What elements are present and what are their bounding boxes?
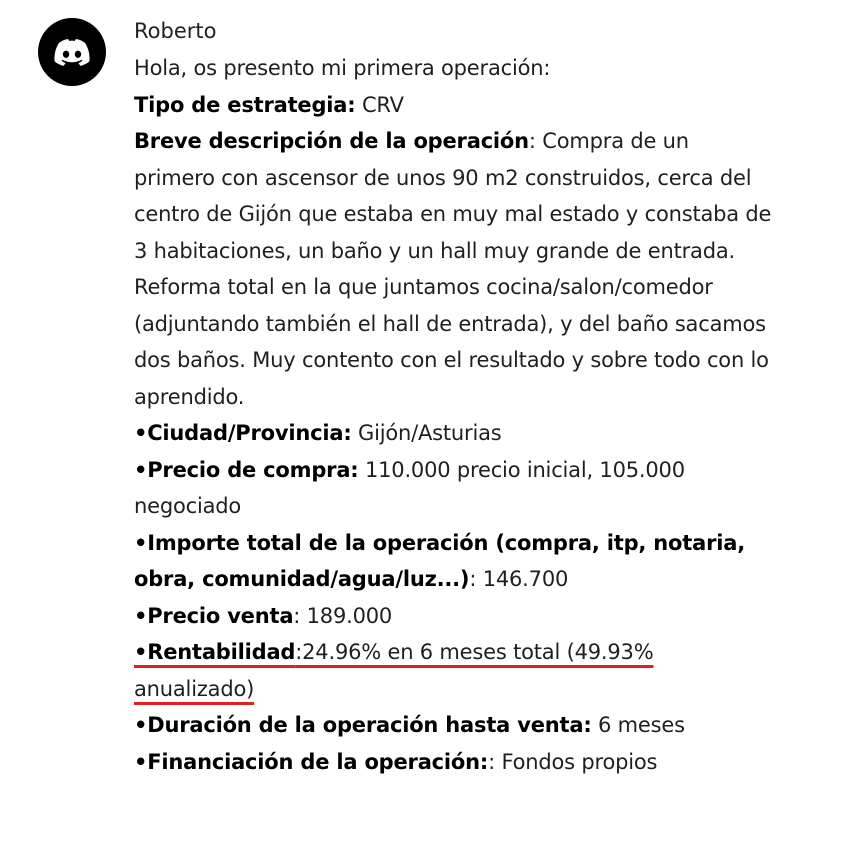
strategy-value: CRV: [355, 92, 404, 117]
duration-line: [134, 707, 834, 744]
purchase-price-label: •Precio de compra:: [134, 457, 359, 482]
sale-price-line: [134, 598, 834, 635]
sale-price-value: : 189.000: [293, 603, 393, 628]
financing-label: •Financiación de la operación:: [134, 749, 489, 774]
profitability-label: •Rentabilidad: [134, 640, 296, 664]
profitability-value: :24.96% en 6 meses total (49.93% anualizado): [134, 640, 654, 701]
city-line: [134, 415, 834, 452]
total-amount-value: : 146.700: [469, 567, 569, 591]
strategy-label: Tipo de estrategia:: [134, 92, 356, 117]
avatar[interactable]: [38, 18, 106, 86]
city-value: Gijón/Asturias: [351, 421, 502, 445]
total-amount-label: •Importe total de la operación (compra, itp, notaria, obra, comunidad/agua/luz...): [134, 530, 745, 591]
description-paragraph: [134, 123, 774, 415]
sale-price-label: •Precio venta: [134, 603, 294, 628]
purchase-price-value: 110.000 precio inicial, 105.000 negociado: [134, 457, 685, 518]
strategy-line: [134, 87, 834, 124]
description-value: : Compra de un primero con ascensor de unos 90 m2 construidos, cerca del centro de Gijón que estaba en muy mal estado y constaba de 3 habitaciones, un baño y un hall muy grande de entrada. Reforma total en la que juntamos cocina/salon/comedor (adjuntando también el hall de entrada), y del baño sacamos dos baños. Muy contento con el resultado y sobre todo con lo aprendido.: [134, 129, 772, 409]
profitability-line: [134, 634, 714, 707]
financing-value: : Fondos propios: [488, 749, 658, 774]
financing-line: [134, 744, 834, 781]
purchase-price-line: [134, 452, 774, 525]
duration-label: •Duración de la operación hasta venta:: [134, 713, 592, 737]
profitability-highlight: [134, 640, 653, 701]
city-label: •Ciudad/Provincia:: [134, 421, 352, 445]
greeting-text: Hola, os presento mi primera operación:: [134, 56, 551, 80]
total-amount-line: [134, 525, 784, 598]
duration-value: 6 meses: [591, 713, 685, 737]
chat-message: [134, 12, 834, 780]
description-label: Breve descripción de la operación: [134, 129, 529, 153]
discord-logo-icon: [49, 29, 95, 75]
message-content: [134, 50, 834, 780]
message-author[interactable]: Roberto: [134, 19, 217, 43]
